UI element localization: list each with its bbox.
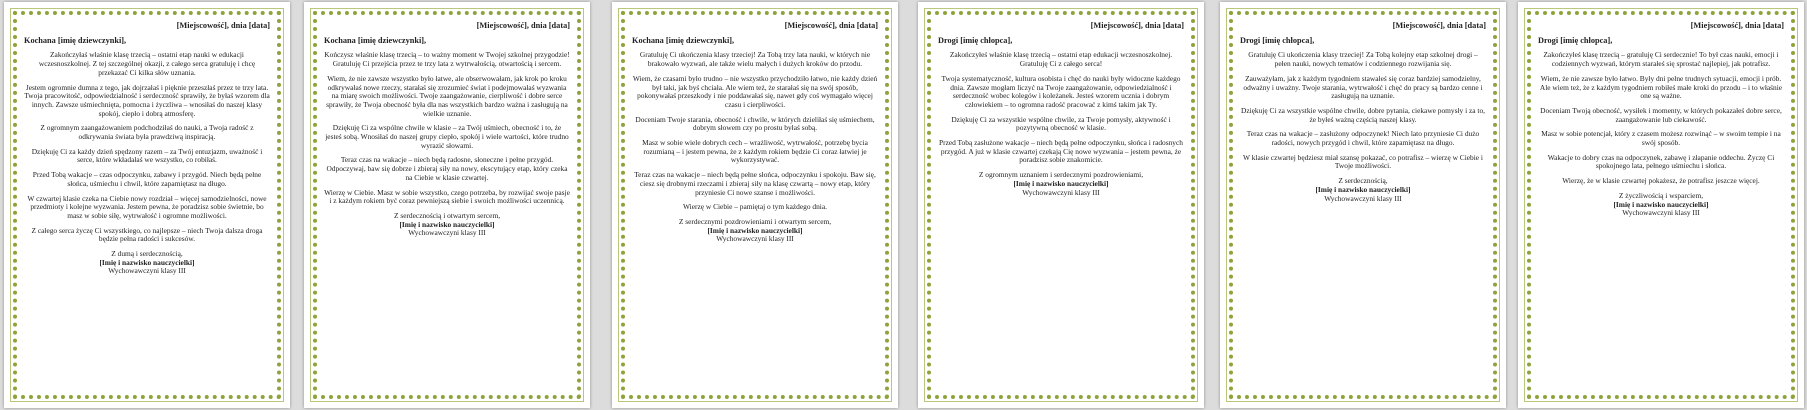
paragraph: Dziękuję Ci za wszystkie wspólne chwile, za Twoje pomysły, aktywność i pozytywną obecność w klasie.: [951, 114, 1171, 133]
paragraph: Twoja systematyczność, kultura osobista i chęć do nauki były widoczne każdego dnia. Zawsze mogłam liczyć na Twoje zaangażowanie, odpowiedzialność i serdeczność wobec kolegów i koleżanek. Jesteś wzorem ucznia i dobrym człowiekiem – to ogromna radość pracować z kimś takim jak Ty.: [941, 73, 1181, 109]
teacher-name: [Imię i nazwisko nauczycielki]: [1315, 184, 1411, 194]
paragraph: Gratuluję Ci ukończenia klasy trzeciej! Za Tobą trzy lata nauki, w których nie brakowało wyzwań, ale także wielu małych i dużych kroków do przodu.: [639, 50, 871, 69]
paragraph: Doceniam Twoje starania, obecność i chwile, w których dzieliłaś się uśmiechem, dobrym słowem czy po prostu byłaś sobą.: [635, 114, 875, 133]
paragraph: Wiem, że nie zawsze wszystko było łatwe, ale obserwowałam, jak krok po kroku odkrywałaś nowe rzeczy, starałaś się zrozumieć świat i podejmowałaś wyzwania na miarę swoich możliwości. Twoje zaangażowanie, cierpliwość i dobre serce sprawiły, że Twoja obecność była dla nas wszystkich bardzo ważna i zasługują na wielkie uznanie.: [326, 73, 568, 118]
teacher-role: Wychowawczyni klasy III: [1622, 208, 1700, 218]
paragraph: Kończysz właśnie klasę trzecią – to ważny moment w Twojej szkolnej przygodzie! Gratuluję Ci przejścia przez te trzy lata z wytrwałością, otwartością i sercem.: [324, 50, 570, 69]
paragraph: Zakończyłaś właśnie klasę trzecią – ostatni etap nauki w edukacji wczesnoszkolnej. Z tej szczególnej okazji, z całego serca gratuluję i chcę przekazać Ci kilka słów uznania.: [38, 50, 256, 77]
paragraph: Gratuluję Ci ukończenia klasy trzeciej! Za Tobą kolejny etap szkolnej drogi – pełen nauki, nowych tematów i codziennego rozwijania się.: [1248, 50, 1478, 69]
greeting: Drogi [imię chłopca],: [1240, 35, 1315, 45]
paragraph: Wierzę w Ciebie – pamiętaj o tym każdego dnia.: [683, 202, 827, 212]
paragraph: Wiem, że nie zawsze było łatwo. Były dni pełne trudnych sytuacji, emocji i prób. Ale wiem też, że z każdym tygodniem robiłeś małe kroki do przodu – i to właśnie one są ważne.: [1539, 73, 1783, 101]
paragraph: Masz w sobie potencjał, który z czasem możesz rozwinąć – w swoim tempie i na swój sposób.: [1541, 129, 1781, 148]
paragraph: Masz w sobie wiele dobrych cech – wrażliwość, wytrwałość, potrzebę bycia rozumianą – i jestem pewna, że z każdym rokiem będzie Ci coraz łatwiej je wykorzystywać.: [642, 138, 868, 165]
greeting: Kochana [imię dziewczynki],: [24, 35, 127, 45]
date-line: [Miejscowość], dnia [data]: [476, 22, 570, 30]
paragraph: Zauważyłam, jak z każdym tygodniem stawałeś się coraz bardziej samodzielny, odważny i uważny. Twoje starania, wytrwałość i chęć do pracy są bardzo cenne i zasługują na uznanie.: [1243, 73, 1483, 101]
paragraph: Przed Tobą zasłużone wakacje – niech będą pełne odpoczynku, słońca i radosnych przygód. A już w klasie czwartej czekają Cię nowe wyzwania – jestem pewna, że poradzisz sobie znakomicie.: [939, 138, 1183, 165]
paragraph: Przed Tobą wakacje – czas odpoczynku, zabawy i przygód. Niech będą pełne słońca, uśmiechu i chwil, które zapamiętasz na długo.: [32, 170, 262, 188]
teacher-role: Wychowawczyni klasy III: [108, 266, 186, 276]
letter-page-5: [1220, 2, 1506, 408]
paragraph: Wierzę, że w klasie czwartej pokażesz, że potrafisz jeszcze więcej.: [1562, 176, 1760, 186]
date-line: [Miejscowość], dnia [data]: [1090, 22, 1184, 30]
teacher-name: [Imię i nazwisko nauczycielki]: [99, 257, 195, 267]
greeting: Drogi [imię chłopca],: [938, 35, 1013, 45]
letter-content: [324, 22, 570, 390]
paragraph: Wierzę w Ciebie. Masz w sobie wszystko, czego potrzeba, by rozwijać swoje pasje i z każdym rokiem być coraz pewniejszą siebie i swoich możliwości uczennicą.: [324, 187, 570, 206]
paragraph: Zakończyłeś klasę trzecią – gratuluję Ci serdecznie! To był czas nauki, emocji i codziennych wyzwań, którym starałeś się sprostać najlepiej, jak potrafisz.: [1543, 50, 1779, 69]
paragraph: Dziękuję Ci za wszystkie wspólne chwile, dobre pytania, ciekawe pomysły i za to, że byłeś ważną częścią naszej klasy.: [1240, 105, 1486, 124]
paragraph: Jestem ogromnie dumna z tego, jak dojrzałaś i pięknie przeszłaś przez te trzy lata. Twoja pracowitość, odpowiedzialność i serdeczność sprawiły, że byłaś wzorem dla innych. Zawsze uśmiechnięta, pomocna i życzliwa – wnosiłaś do naszej klasy spokój, ciepło i dobrą atmosferę.: [24, 82, 270, 118]
paragraph: Z ogromnym uznaniem i serdecznymi pozdrowieniami,: [978, 170, 1144, 180]
paragraph: W czwartej klasie czeka na Ciebie nowy rozdział – więcej samodzielności, nowe przedmioty i kolejne wyzwania. Jestem pewna, że poradzisz sobie świetnie, bo masz w sobie siłę, wytrwałość i ogromne możliwości.: [27, 193, 267, 220]
greeting: Kochana [imię dziewczynki],: [324, 35, 427, 45]
letter-page-6: [1518, 2, 1804, 408]
letter-content: [632, 22, 878, 390]
closing-line: Z serdecznością,: [1338, 176, 1388, 186]
paragraph: Doceniam Twoją obecność, wysiłek i momenty, w których pokazałeś dobre serce, zaangażowanie lub ciekawość.: [1540, 105, 1782, 124]
paragraph: Teraz czas na wakacje – niech będą radosne, słoneczne i pełne przygód. Odpoczywaj, baw się dobrze i zbieraj siły na nowy, ekscytujący etap, który czeka na Ciebie w klasie czwartej.: [326, 155, 568, 182]
letter-page-3: [612, 2, 898, 408]
paragraph: Teraz czas na wakacje – zasłużony odpoczynek! Niech lato przyniesie Ci dużo radości, nowych przygód i chwil, które zapamiętasz na długo.: [1246, 129, 1480, 148]
paragraph: Dziękuję Ci za każdy dzień spędzony razem – za Twój entuzjazm, uważność i serce, które wkładałaś we wszystko, co robiłaś.: [31, 146, 263, 165]
letter-content: [24, 22, 270, 390]
teacher-name: [Imię i nazwisko nauczycielki]: [1613, 199, 1709, 209]
date-line: [Miejscowość], dnia [data]: [784, 22, 878, 30]
paragraph: Z całego serca życzę Ci wszystkiego, co najlepsze – niech Twoja dalsza droga będzie pełna radości i sukcesów.: [31, 225, 263, 244]
letter-page-2: [304, 2, 590, 408]
letter-content: [938, 22, 1184, 390]
letter-content: [1240, 22, 1486, 390]
closing-line: Z życzliwością i wsparciem,: [1618, 190, 1704, 200]
closing-line: Z serdecznością i otwartym sercem,: [393, 210, 501, 220]
closing-line: Z dumą i serdecznością,: [111, 249, 183, 259]
letter-page-4: [918, 2, 1204, 408]
teacher-role: Wychowawczyni klasy III: [408, 228, 486, 238]
paragraph: Z ogromnym zaangażowaniem podchodziłaś do nauki, a Twoja radość z odkrywania świata była prawdziwą inspiracją.: [40, 123, 254, 142]
date-line: [Miejscowość], dnia [data]: [176, 22, 270, 30]
teacher-role: Wychowawczyni klasy III: [716, 234, 794, 244]
paragraph: Zakończyłeś właśnie klasę trzecią – ostatni etap edukacji wczesnoszkolnej. Gratuluję Ci z całego serca!: [949, 50, 1173, 69]
date-line: [Miejscowość], dnia [data]: [1690, 22, 1784, 30]
greeting: Kochana [imię dziewczynki],: [632, 35, 735, 45]
paragraph: Dziękuję Ci za wspólne chwile w klasie – za Twój uśmiech, obecność i to, że jesteś sobą. Wnosiłaś do naszej grupy ciepło, spokój i wiele wartości, które trudno wyrazić słowami.: [325, 123, 569, 150]
teacher-name: [Imię i nazwisko nauczycielki]: [1013, 178, 1109, 188]
paragraph: Teraz czas na wakacje – niech będą pełne słońca, odpoczynku i spokoju. Baw się, ciesz się drobnymi rzeczami i zbieraj siły na klasę czwartą – nowy etap, który przyniesie Ci nowe szanse i możliwości.: [634, 170, 876, 197]
letter-page-1: [4, 2, 290, 408]
teacher-role: Wychowawczyni klasy III: [1324, 193, 1402, 203]
paragraph: Wakacje to dobry czas na odpoczynek, zabawę i złapanie oddechu. Życzę Ci spokojnego lata, pełnego uśmiechu i słońca.: [1547, 152, 1775, 171]
date-line: [Miejscowość], dnia [data]: [1392, 22, 1486, 30]
teacher-name: [Imię i nazwisko nauczycielki]: [399, 219, 495, 229]
teacher-role: Wychowawczyni klasy III: [1022, 187, 1100, 197]
closing-line: Z serdecznymi pozdrowieniami i otwartym sercem,: [678, 216, 832, 226]
greeting: Drogi [imię chłopca],: [1538, 35, 1613, 45]
paragraph: W klasie czwartej będziesz miał szansę pokazać, co potrafisz – wierzę w Ciebie i Twoje możliwości.: [1243, 152, 1483, 171]
letter-content: [1538, 22, 1784, 390]
teacher-name: [Imię i nazwisko nauczycielki]: [707, 225, 803, 235]
paragraph: Wiem, że czasami było trudno – nie wszystko przychodziło łatwo, nie każdy dzień był taki, jak byś chciała. Ale wiem też, że starałaś się na swój sposób, pokonywałaś przeszkody i nie poddawałaś się, nawet gdy coś wymagało więcej czasu i cierpliwości.: [632, 73, 878, 109]
